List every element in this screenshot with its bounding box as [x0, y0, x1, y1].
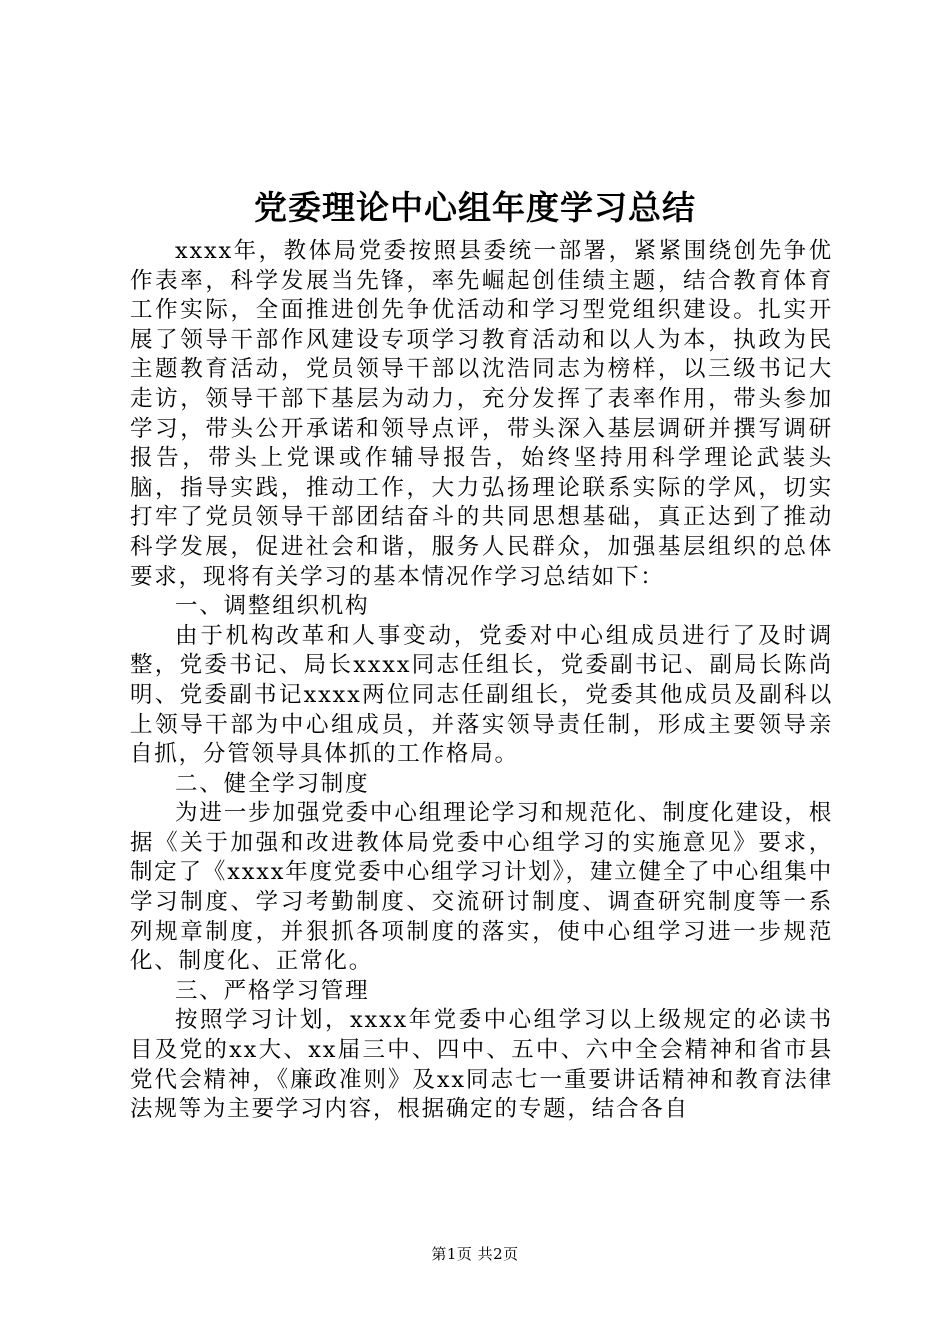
document-title: 党委理论中心组年度学习总结	[254, 188, 696, 227]
page-footer: 第1页 共2页	[431, 1245, 519, 1263]
section-heading-1: 一、调整组织机构	[175, 593, 370, 620]
paragraph-section-2: 为进一步加强党委中心组理论学习和规范化、制度化建设，根据《关于加强和改进教体局党委中心组学习的实施意见》要求，制定了《xxxx年度党委中心组学习计划》，建立健全了中心组集中学习制度、学习考勤制度、交流研讨制度、调查研究制度等一系列规章制度，并狠抓各项制度的落实，使中心组学习进一步规范化、制度化、正常化。	[130, 800, 833, 975]
document-body	[130, 237, 833, 1125]
section-heading-3: 三、严格学习管理	[175, 977, 370, 1004]
paragraph-section-3: 按照学习计划，xxxx年党委中心组学习以上级规定的必读书目及党的xx大、xx届三中、四中、五中、六中全会精神和省市县党代会精神，《廉政准则》及xx同志七一重要讲话精神和教育法律法规等为主要学习内容，根据确定的专题，结合各自	[130, 1007, 833, 1123]
section-heading-2: 二、健全学习制度	[175, 770, 370, 797]
paragraph-section-1: 由于机构改革和人事变动，党委对中心组成员进行了及时调整，党委书记、局长xxxx同志任组长，党委副书记、副局长陈尚明、党委副书记xxxx两位同志任副组长，党委其他成员及副科以上领导干部为中心组成员，并落实领导责任制，形成主要领导亲自抓，分管领导具体抓的工作格局。	[130, 622, 833, 768]
paragraph-intro: xxxx年，教体局党委按照县委统一部署，紧紧围绕创先争优作表率，科学发展当先锋，率先崛起创佳绩主题，结合教育体育工作实际，全面推进创先争优活动和学习型党组织建设。扎实开展了领导干部作风建设专项学习教育活动和以人为本，执政为民主题教育活动，党员领导干部以沈浩同志为榜样，以三级书记大走访，领导干部下基层为动力，充分发挥了表率作用，带头参加学习，带头公开承诺和领导点评，带头深入基层调研并撰写调研报告，带头上党课或作辅导报告，始终坚持用科学理论武装头脑，指导实践，推动工作，大力弘扬理论联系实际的学风，切实打牢了党员领导干部团结奋斗的共同思想基础，真正达到了推动科学发展，促进社会和谐，服务人民群众，加强基层组织的总体要求，现将有关学习的基本情况作学习总结如下：	[130, 238, 833, 590]
